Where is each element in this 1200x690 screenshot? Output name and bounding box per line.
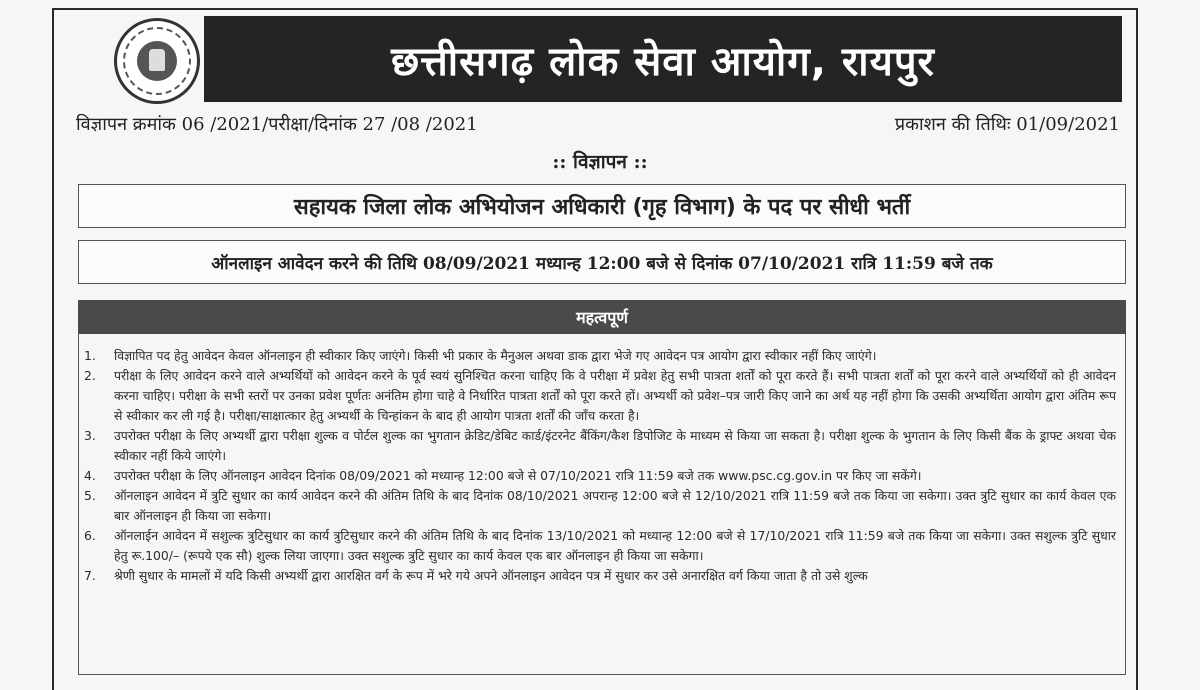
item-number: 2. [84,368,96,383]
item-number: 5. [84,488,96,503]
ad-reference [76,112,478,136]
list-item [84,346,1116,366]
item-number: 7. [84,568,96,583]
application-dates-box: ऑनलाइन आवेदन करने की तिथि 08/09/2021 मध्यान्ह 12:00 बजे से दिनांक 07/10/2021 रात्रि 11:59 बजे तक [78,240,1126,284]
item-text: श्रेणी सुधार के मामलों में यदि किसी अभ्यर्थी द्वारा आरक्षित वर्ग के रूप में भरे गये अपने ऑनलाइन आवेदन पत्र में सुधार कर उसे अनारक्षित वर्ग किया जाता है तो उसे शुल्क [114,568,868,583]
cgpsc-seal-logo [114,18,200,104]
list-item [84,486,1116,526]
post-title-box: सहायक जिला लोक अभियोजन अधिकारी (गृह विभाग) के पद पर सीधी भर्ती [78,184,1126,228]
list-item [84,466,1116,486]
ad-ref-label: विज्ञापन क्रमांक [76,114,176,135]
ad-ref-value: 06 /2021/परीक्षा/दिनांक 27 /08 /2021 [181,114,478,135]
item-text: उपरोक्त परीक्षा के लिए ऑनलाइन आवेदन दिनांक 08/09/2021 को मध्यान्ह 12:00 बजे से 07/10/2021 रात्रि 11:59 बजे तक www.psc.cg.gov.in पर किए जा सकेंगे। [114,468,922,483]
item-number: 6. [84,528,96,543]
item-number: 4. [84,468,96,483]
item-number: 1. [84,348,96,363]
ad-heading: :: विज्ञापन :: [552,151,648,173]
item-number: 3. [84,428,96,443]
item-text: विज्ञापित पद हेतु आवेदन केवल ऑनलाइन ही स्वीकार किए जाएंगे। किसी भी प्रकार के मैनुअल अथवा डाक द्वारा भेजे गए आवेदन पत्र आयोग द्वारा स्वीकार नहीं किए जाएंगे। [114,348,877,363]
list-item [84,566,1116,586]
list-item [84,426,1116,466]
list-item [84,366,1116,426]
important-heading: महत्वपूर्ण [78,300,1126,334]
item-text: ऑनलाईन आवेदन में सशुल्क त्रुटिसुधार का कार्य त्रुटिसुधार करने की अंतिम तिथि के बाद दिनांक 13/10/2021 को मध्यान्ह 12:00 बजे से 17/10/2021 रात्रि 11:59 बजे तक किया जा सकेगा। उक्त सशुल्क त्रुटि सुधार हेतु रू.100/– (रूपये एक सौ) शुल्क लिया जाएगा। उक्त सशुल्क त्रुटि सुधार का कार्य केवल एक बार ऑनलाइन ही किया जा सकेगा। [114,528,1116,563]
item-text: उपरोक्त परीक्षा के लिए अभ्यर्थी द्वारा परीक्षा शुल्क व पोर्टल शुल्क का भुगतान क्रेडिट/डेबिट कार्ड/इंटरनेट बैंकिंग/कैश डिपोजिट के माध्यम से किया जा सकता है। परीक्षा शुल्क के भुगतान के लिए किसी बैंक के ड्राफ्ट अथवा चेक स्वीकार नहीं किये जाएंगे। [114,428,1116,463]
list-item [84,526,1116,566]
item-text: ऑनलाइन आवेदन में त्रुटि सुधार का कार्य आवेदन करने की अंतिम तिथि के बाद दिनांक 08/10/2021 अपरान्ह 12:00 बजे से 12/10/2021 रात्रि 11:59 बजे तक किया जा सकेगा। उक्त त्रुटि सुधार का कार्य केवल एक बार ऑनलाइन ही किया जा सकेगा। [114,488,1116,523]
publish-label: प्रकाशन की तिथिः [894,114,1011,135]
important-items-list [84,346,1116,586]
emblem-icon [137,41,177,81]
publish-date: 01/09/2021 [1016,114,1120,135]
item-text: परीक्षा के लिए आवेदन करने वाले अभ्यर्थियों को आवेदन करने के पूर्व स्वयं सुनिश्चित करना चाहिए कि वे परीक्षा में प्रवेश हेतु सभी पात्रता शर्तों को पूरा करते हैं। सभी पात्रता शर्तों को पूरा करने वाले अभ्यर्थियों को ही आवेदन करना चाहिए। परीक्षा के सभी स्तरों पर उनका प्रवेश पूर्णतः अनंतिम होगा चाहे वे निर्धारित पात्रता शर्तों को पूरा करते हों। अभ्यर्थी को प्रवेश–पत्र जारी किए जाने का अर्थ यह नहीं होगा कि उसकी अभ्यर्थिता आयोग द्वारा अंतिम रूप से स्वीकार कर ली गई है। परीक्षा/साक्षात्कार हेतु अभ्यर्थी के चिन्हांकन के बाद ही आयोग पात्रता शर्तों की जाँच करता है। [114,368,1116,423]
publish-date-line [895,112,1120,136]
org-title-banner: छत्तीसगढ़ लोक सेवा आयोग, रायपुर [204,16,1122,102]
